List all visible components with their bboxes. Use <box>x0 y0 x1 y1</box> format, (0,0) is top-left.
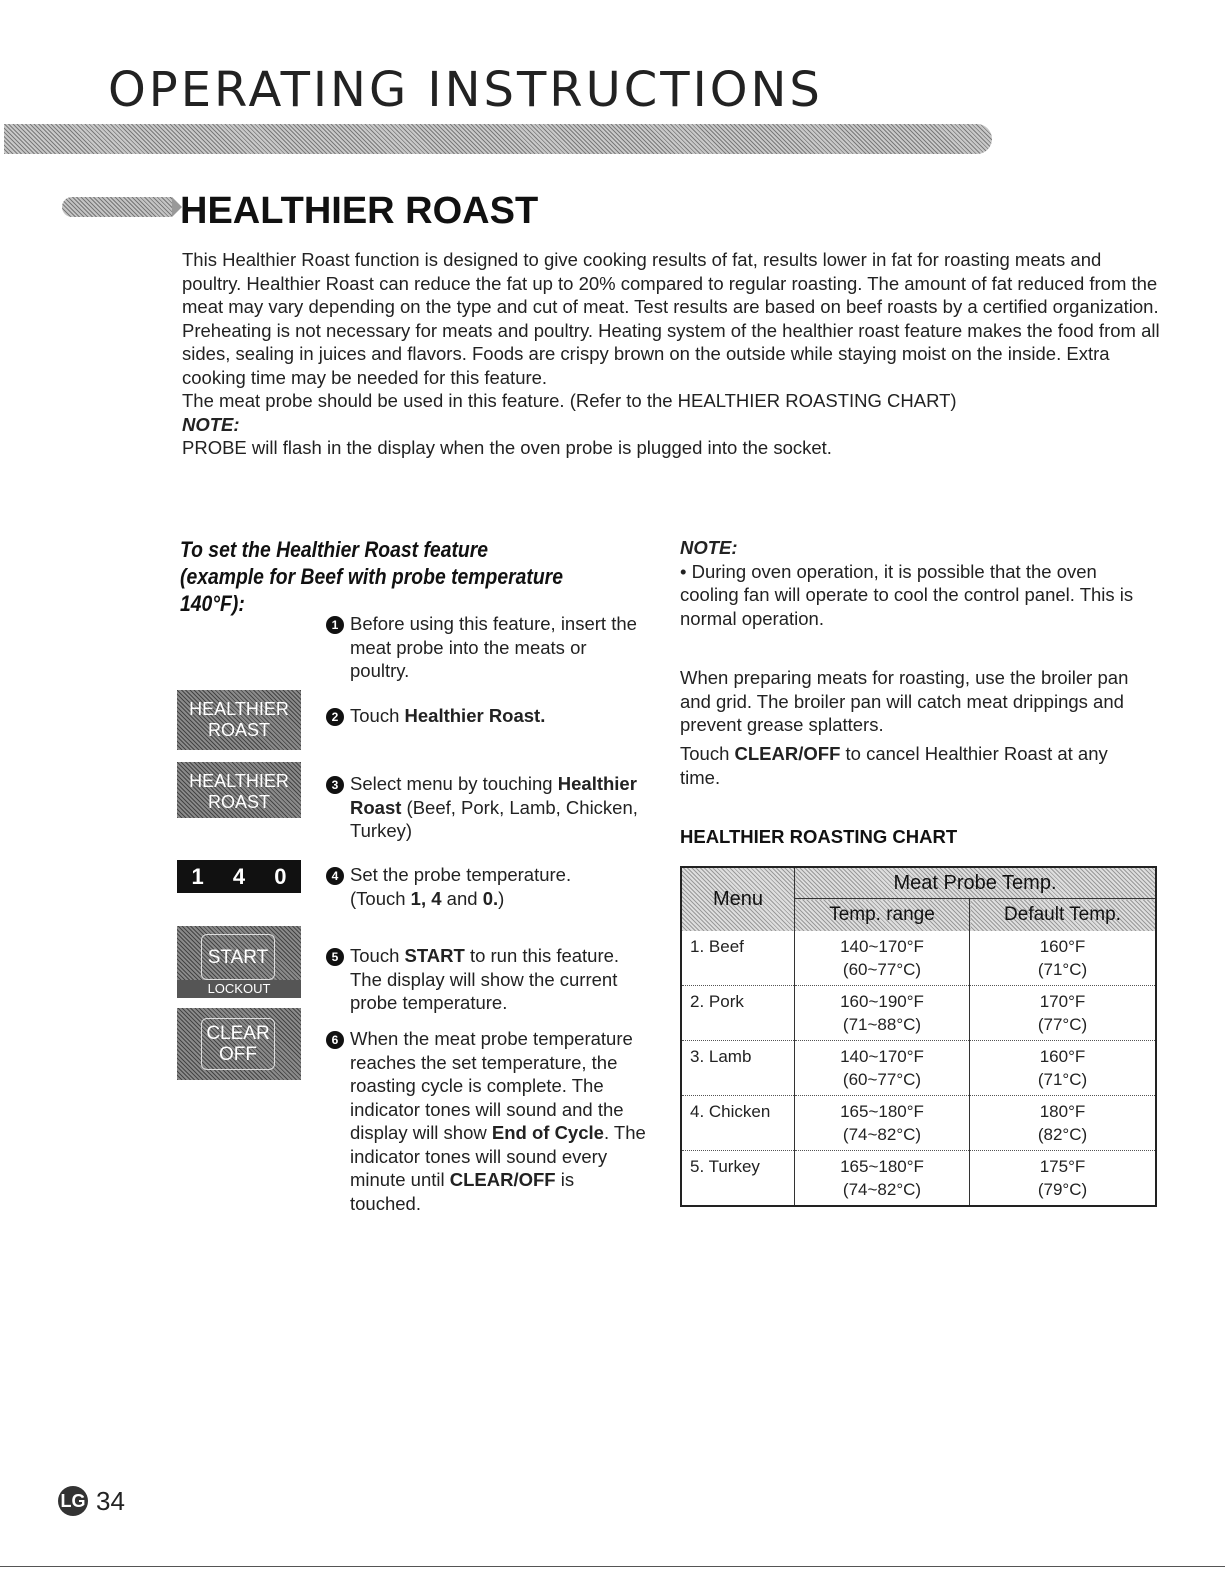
step-bold: 1, 4 <box>410 887 442 909</box>
step-text: (Touch <box>350 887 411 909</box>
intro-paragraph: This Healthier Roast function is designed to give cooking results of fat, results lower in fat for roasting meats and poultry. Healthier Roast can reduce the fat up to 20% compared to regular roasting. The amount of fat reduced from the meat may vary depending on the type and cut of meat. Test results are based on beef roasts by a certified organization. <box>182 249 1159 317</box>
step-bold: Healthier Roast. <box>404 705 546 726</box>
page-header-title: OPERATING INSTRUCTIONS <box>108 62 823 118</box>
default-f: 160°F <box>1039 937 1086 956</box>
digit-key: 1 <box>191 863 204 889</box>
key-label: START <box>207 946 269 968</box>
cell-default <box>970 1041 1157 1096</box>
default-f: 180°F <box>1039 1102 1086 1121</box>
range-c: (74~82°C) <box>842 1125 922 1144</box>
intro-text <box>182 248 1162 460</box>
default-c: (71°C) <box>1037 960 1088 979</box>
start-key-face <box>201 934 275 980</box>
step-2 <box>326 704 656 728</box>
cell-range <box>795 1151 970 1207</box>
cell-menu: 3. Lamb <box>681 1041 795 1096</box>
range-c: (60~77°C) <box>842 1070 922 1089</box>
step-text: Touch <box>350 945 405 966</box>
default-c: (79°C) <box>1037 1180 1088 1199</box>
range-c: (60~77°C) <box>842 960 922 979</box>
step-text: Select menu by touching <box>350 773 558 794</box>
key-label: CLEAR <box>206 1023 270 1044</box>
default-c: (71°C) <box>1037 1070 1088 1089</box>
step-text: is touched. <box>350 1169 575 1214</box>
cell-default <box>970 1096 1157 1151</box>
step-3 <box>326 772 656 843</box>
step-text: to run this feature. The display will show the current probe temperature. <box>350 945 620 1013</box>
note-text: • During oven operation, it is possible that the oven cooling fan will operate to cool the control panel. This is normal operation. <box>680 560 1134 629</box>
para-text: Touch <box>680 743 735 764</box>
note-text: PROBE will flash in the display when the oven probe is plugged into the socket. <box>182 437 832 458</box>
header-bar <box>4 124 992 154</box>
cell-default <box>970 1151 1157 1207</box>
clear-off-key <box>177 1008 301 1080</box>
range-f: 140~170°F <box>840 1047 924 1066</box>
section-marker <box>62 197 172 217</box>
range-c: (74~82°C) <box>842 1180 922 1199</box>
table-row <box>681 1041 1156 1096</box>
cell-menu: 2. Pork <box>681 986 795 1041</box>
column-header-group: Meat Probe Temp. <box>795 867 1157 899</box>
column-header-menu: Menu <box>681 867 795 931</box>
cell-menu: 4. Chicken <box>681 1096 795 1151</box>
step-number: 1 <box>326 616 344 634</box>
step-number: 6 <box>326 1031 344 1049</box>
range-f: 165~180°F <box>840 1157 924 1176</box>
step-text: and <box>441 887 483 909</box>
step-text: Touch <box>350 705 405 726</box>
cell-menu: 1. Beef <box>681 931 795 986</box>
column-header-default: Default Temp. <box>970 899 1157 932</box>
table-row <box>681 931 1156 986</box>
default-f: 160°F <box>1039 1047 1086 1066</box>
cell-menu: 5. Turkey <box>681 1151 795 1207</box>
cell-range <box>795 931 970 986</box>
step-number: 4 <box>326 867 344 885</box>
note-label: NOTE: <box>182 413 240 435</box>
step-text: Before using this feature, insert the meat probe into the meats or poultry. <box>350 613 637 681</box>
key-label: ROAST <box>207 720 270 740</box>
range-f: 160~190°F <box>840 992 924 1011</box>
clear-key-face <box>201 1018 275 1070</box>
step-text: (Beef, Pork, Lamb, Chicken, Turkey) <box>350 796 638 841</box>
setup-title-line: To set the Healthier Roast feature <box>180 537 489 562</box>
table-row <box>681 986 1156 1041</box>
step-4 <box>326 863 656 910</box>
key-label: OFF <box>219 1044 257 1065</box>
cell-range <box>795 1041 970 1096</box>
right-note <box>680 536 1150 630</box>
step-bold: End of Cycle <box>491 1122 604 1143</box>
healthier-roast-key <box>177 762 301 818</box>
cell-default <box>970 986 1157 1041</box>
range-c: (71~88°C) <box>842 1015 922 1034</box>
cell-default <box>970 931 1157 986</box>
page-number: 34 <box>96 1486 125 1516</box>
lg-logo-icon: LG <box>58 1486 88 1516</box>
default-c: (82°C) <box>1037 1125 1088 1144</box>
intro-paragraph: The meat probe should be used in this feature. (Refer to the HEALTHIER ROASTING CHART) <box>182 390 957 411</box>
step-6 <box>326 1027 656 1215</box>
step-text: . The indicator tones will sound every minute until <box>350 1122 646 1190</box>
roasting-chart-table <box>680 866 1157 1207</box>
setup-title-line: (example for Beef with probe temperature 140°F): <box>180 564 563 616</box>
section-title: HEALTHIER ROAST <box>180 190 539 232</box>
default-c: (77°C) <box>1037 1015 1088 1034</box>
default-f: 170°F <box>1039 992 1086 1011</box>
para-bold: CLEAR/OFF <box>734 743 841 764</box>
step-number: 3 <box>326 776 344 794</box>
table-row <box>681 1151 1156 1207</box>
broiler-paragraph: When preparing meats for roasting, use the broiler pan and grid. The broiler pan will catch meat drippings and prevent grease splatters. <box>680 667 1129 735</box>
step-text: When the meat probe temperature reaches the set temperature, the roasting cycle is complete. The indicator tones will sound and the display will show <box>350 1028 633 1143</box>
default-f: 175°F <box>1039 1157 1086 1176</box>
step-bold: START <box>404 945 465 966</box>
step-5 <box>326 944 656 1015</box>
bottom-divider <box>0 1566 1225 1567</box>
step-bold: 0. <box>482 887 499 909</box>
step-1 <box>326 612 656 683</box>
intro-paragraph: Preheating is not necessary for meats and poultry. Heating system of the healthier roast feature makes the food from all sides, sealing in juices and flavors. Foods are crispy brown on the outside while staying moist on the inside. Extra cooking time may be needed for this feature. <box>182 319 1160 388</box>
step-bold: CLEAR/OFF <box>449 1169 556 1190</box>
para-text: to cancel Healthier Roast at any time. <box>680 743 1108 788</box>
note-label: NOTE: <box>680 537 738 558</box>
key-label: HEALTHIER <box>189 771 289 791</box>
digit-key: 0 <box>274 863 287 889</box>
range-f: 165~180°F <box>840 1102 924 1121</box>
cell-range <box>795 986 970 1041</box>
step-text: ) <box>498 887 505 909</box>
step-bold: Healthier Roast <box>350 773 637 818</box>
table-row <box>681 1096 1156 1151</box>
setup-title <box>180 536 602 617</box>
step-number: 2 <box>326 708 344 726</box>
clear-paragraph <box>680 742 1150 789</box>
range-f: 140~170°F <box>840 937 924 956</box>
cell-range <box>795 1096 970 1151</box>
number-keys-display <box>177 860 301 893</box>
chart-heading: HEALTHIER ROASTING CHART <box>680 826 958 847</box>
column-header-range: Temp. range <box>795 899 970 932</box>
lockout-label: LOCKOUT <box>177 980 301 998</box>
step-number: 5 <box>326 948 344 966</box>
digit-key: 4 <box>232 863 246 889</box>
step-text: Set the probe temperature. <box>350 864 572 885</box>
key-label: ROAST <box>207 792 270 812</box>
healthier-roast-key <box>177 690 301 750</box>
start-key <box>177 926 301 998</box>
key-label: HEALTHIER <box>189 699 289 719</box>
